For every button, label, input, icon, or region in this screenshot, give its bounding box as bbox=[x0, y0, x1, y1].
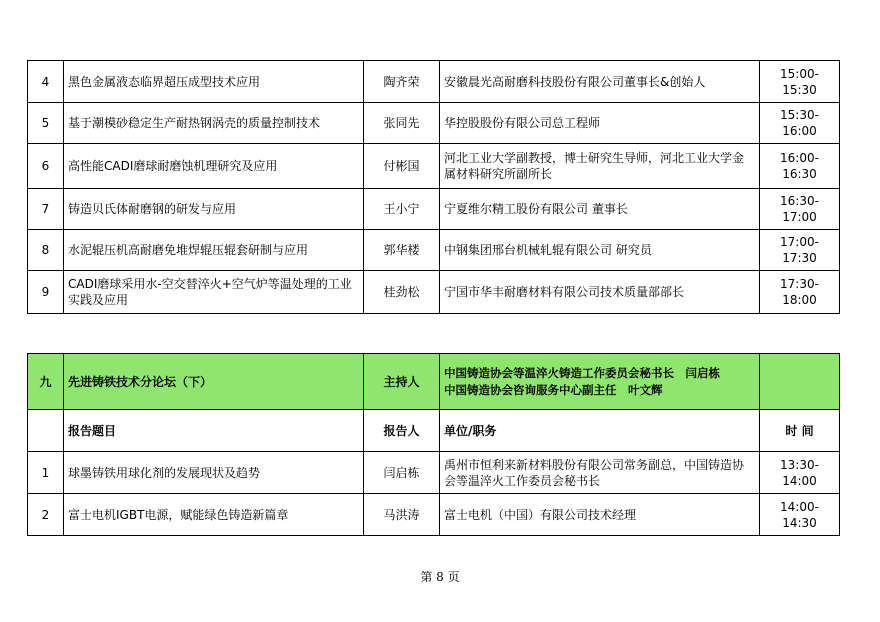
schedule-table-continued bbox=[27, 60, 840, 314]
column-header-speaker: 报告人 bbox=[364, 410, 440, 452]
table-row bbox=[28, 144, 840, 189]
speaker-organization: 富士电机（中国）有限公司技术经理 bbox=[440, 494, 760, 536]
speaker-name: 付彬国 bbox=[364, 144, 440, 189]
row-number: 2 bbox=[28, 494, 64, 536]
speaker-organization: 中钢集团邢台机械轧辊有限公司 研究员 bbox=[440, 230, 760, 271]
page-number: 第 8 页 bbox=[420, 570, 460, 584]
report-topic: 球墨铸铁用球化剂的发展现状及趋势 bbox=[64, 452, 364, 494]
speaker-name: 王小宁 bbox=[364, 189, 440, 230]
report-topic: 高性能CADI磨球耐磨蚀机理研究及应用 bbox=[64, 144, 364, 189]
column-header-row bbox=[28, 410, 840, 452]
forum-schedule-table bbox=[27, 353, 840, 536]
table-row bbox=[28, 230, 840, 271]
column-header-organization: 单位/职务 bbox=[440, 410, 760, 452]
speaker-name: 马洪涛 bbox=[364, 494, 440, 536]
time-slot: 14:00-14:30 bbox=[760, 494, 840, 536]
report-topic: 黑色金属液态临界超压成型技术应用 bbox=[64, 61, 364, 103]
speaker-organization: 河北工业大学副教授，博士研究生导师，河北工业大学金属材料研究所副所长 bbox=[440, 144, 760, 189]
column-header-time: 时 间 bbox=[760, 410, 840, 452]
header-empty-cell bbox=[760, 354, 840, 410]
host-info bbox=[440, 354, 760, 410]
report-topic: 富士电机IGBT电源，赋能绿色铸造新篇章 bbox=[64, 494, 364, 536]
forum-header-row bbox=[28, 354, 840, 410]
forum-title: 先进铸铁技术分论坛（下） bbox=[64, 354, 364, 410]
time-slot: 15:30-16:00 bbox=[760, 103, 840, 144]
table-row bbox=[28, 271, 840, 314]
row-number: 7 bbox=[28, 189, 64, 230]
row-number: 9 bbox=[28, 271, 64, 314]
speaker-organization: 禹州市恒利来新材料股份有限公司常务副总，中国铸造协会等温淬火工作委员会秘书长 bbox=[440, 452, 760, 494]
speaker-name: 郭华楼 bbox=[364, 230, 440, 271]
report-topic: 铸造贝氏体耐磨钢的研发与应用 bbox=[64, 189, 364, 230]
table-row bbox=[28, 103, 840, 144]
column-header-topic: 报告题目 bbox=[64, 410, 364, 452]
row-number: 8 bbox=[28, 230, 64, 271]
time-slot: 17:30-18:00 bbox=[760, 271, 840, 314]
row-number: 6 bbox=[28, 144, 64, 189]
table-row bbox=[28, 189, 840, 230]
time-slot: 16:00-16:30 bbox=[760, 144, 840, 189]
speaker-organization: 安徽晨光高耐磨科技股份有限公司董事长&创始人 bbox=[440, 61, 760, 103]
host-label: 主持人 bbox=[364, 354, 440, 410]
report-topic: 水泥辊压机高耐磨免堆焊辊压辊套研制与应用 bbox=[64, 230, 364, 271]
report-topic: 基于潮模砂稳定生产耐热钢涡壳的质量控制技术 bbox=[64, 103, 364, 144]
speaker-name: 闫启栋 bbox=[364, 452, 440, 494]
time-slot: 13:30-14:00 bbox=[760, 452, 840, 494]
table-row bbox=[28, 494, 840, 536]
header-empty-cell bbox=[28, 410, 64, 452]
speaker-name: 张同先 bbox=[364, 103, 440, 144]
table-row bbox=[28, 452, 840, 494]
row-number: 5 bbox=[28, 103, 64, 144]
table-row bbox=[28, 61, 840, 103]
speaker-name: 陶齐荣 bbox=[364, 61, 440, 103]
time-slot: 16:30-17:00 bbox=[760, 189, 840, 230]
row-number: 1 bbox=[28, 452, 64, 494]
host-line: 中国铸造协会咨询服务中心副主任 叶文辉 bbox=[444, 382, 663, 397]
speaker-organization: 宁国市华丰耐磨材料有限公司技术质量部部长 bbox=[440, 271, 760, 314]
row-number: 4 bbox=[28, 61, 64, 103]
speaker-organization: 华控股股份有限公司总工程师 bbox=[440, 103, 760, 144]
speaker-name: 桂劲松 bbox=[364, 271, 440, 314]
time-slot: 17:00-17:30 bbox=[760, 230, 840, 271]
host-line: 中国铸造协会等温淬火铸造工作委员会秘书长 闫启栋 bbox=[444, 365, 720, 380]
section-number: 九 bbox=[28, 354, 64, 410]
report-topic: CADI磨球采用水-空交替淬火+空气炉等温处理的工业实践及应用 bbox=[64, 271, 364, 314]
speaker-organization: 宁夏维尔精工股份有限公司 董事长 bbox=[440, 189, 760, 230]
time-slot: 15:00-15:30 bbox=[760, 61, 840, 103]
